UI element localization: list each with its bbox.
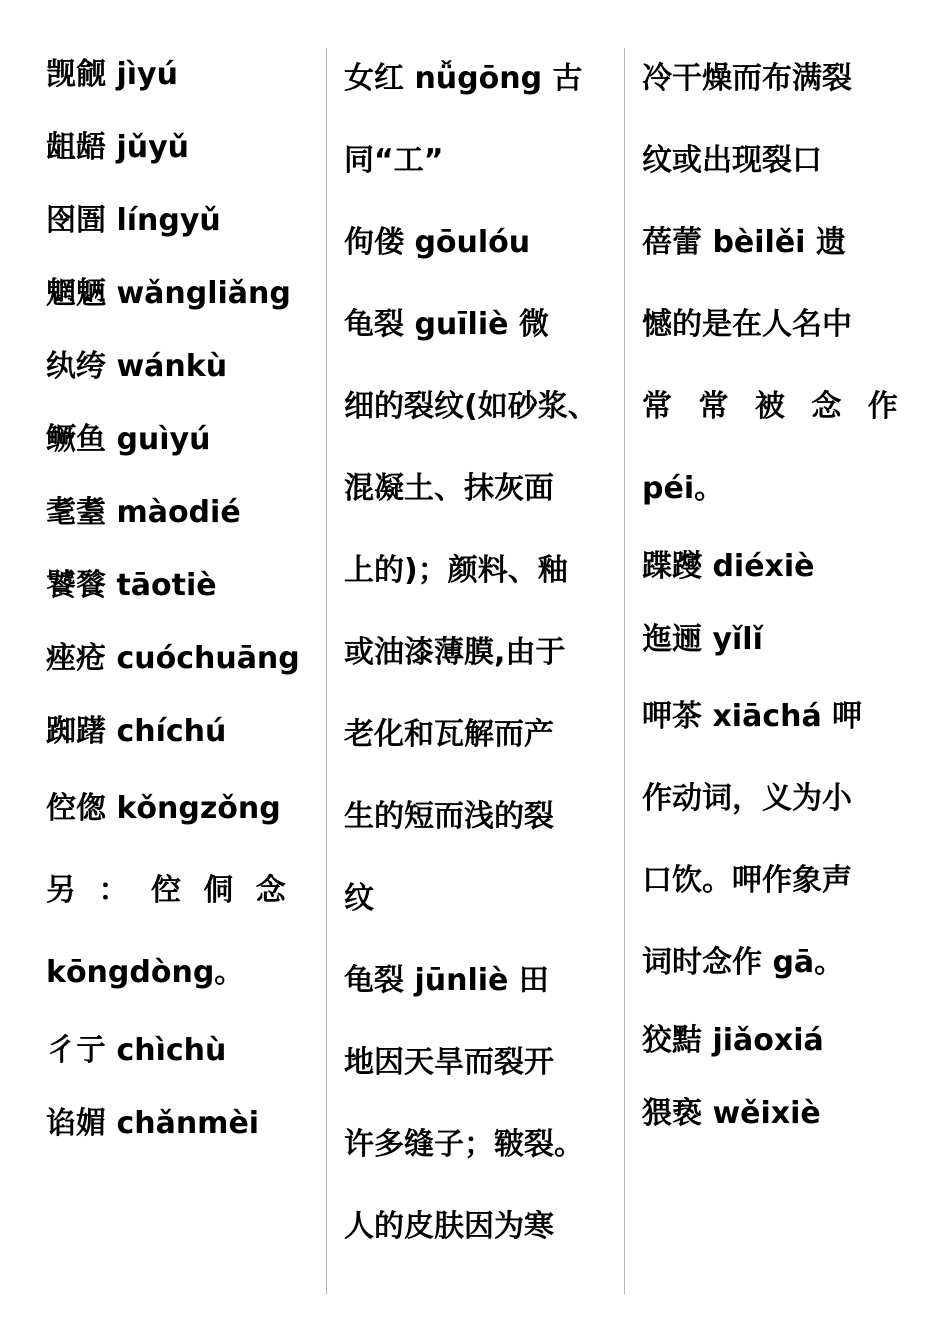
entry-line: 常 常 被 念 作 <box>642 389 906 424</box>
entry-line: 许多缝子；皲裂。 <box>344 1127 584 1162</box>
entry-line: 佝偻 gōulóu <box>344 225 531 260</box>
entry-line: 女红 nǚgōng 古 <box>344 61 583 96</box>
entry-line: 龟裂 guīliè 微 <box>344 307 549 342</box>
column-divider <box>326 48 327 1294</box>
entry-line: 地因天旱而裂开 <box>344 1045 554 1080</box>
entry-line: 囹圄 língyǔ <box>46 203 221 238</box>
entry-line: 踟躇 chíchú <box>46 714 227 749</box>
entry-line: 龟裂 jūnliè 田 <box>344 963 549 998</box>
entry-line: 冷干燥而布满裂 <box>642 61 852 96</box>
entry-line: 耄耋 màodié <box>46 495 241 530</box>
entry-line: 狡黠 jiǎoxiá <box>642 1023 824 1058</box>
entry-line: 彳亍 chìchù <box>46 1033 227 1068</box>
entry-line: 憾的是在人名中 <box>642 307 852 342</box>
entry-line: 蹀躞 diéxiè <box>642 549 815 584</box>
entry-line: 另 ： 倥 侗 念 <box>46 873 292 908</box>
entry-line: 猥亵 wěixiè <box>642 1096 821 1131</box>
entry-line: 觊觎 jìyú <box>46 57 178 92</box>
entry-line: 呷茶 xiāchá 呷 <box>642 699 863 734</box>
entry-line: 纹或出现裂口 <box>642 143 822 178</box>
entry-line: 纨绔 wánkù <box>46 349 228 384</box>
entry-line: kōngdòng。 <box>46 955 245 990</box>
entry-line: 生的短而浅的裂 <box>344 799 554 834</box>
entry-line: péi。 <box>642 471 725 506</box>
entry-line: 作动词，义为小 <box>642 781 852 816</box>
column-1 <box>46 38 314 1160</box>
entry-line: 鳜鱼 guìyú <box>46 422 211 457</box>
entry-line: 魍魉 wǎngliǎng <box>46 276 291 311</box>
column-2 <box>344 38 614 1268</box>
entry-line: 谄媚 chǎnmèi <box>46 1106 260 1141</box>
entry-line: 饕餮 tāotiè <box>46 568 217 603</box>
entry-line: 混凝土、抹灰面 <box>344 471 554 506</box>
entry-line: 纹 <box>344 881 374 916</box>
entry-line: 蓓蕾 bèilěi 遗 <box>642 225 846 260</box>
entry-line: 或油漆薄膜,由于 <box>344 635 566 670</box>
entry-line: 痤疮 cuóchuāng <box>46 641 300 676</box>
entry-line: 同“工” <box>344 143 444 178</box>
entry-line: 老化和瓦解而产 <box>344 717 554 752</box>
entry-line: 上的)；颜料、釉 <box>344 553 568 588</box>
entry-line: 迤逦 yǐlǐ <box>642 622 763 657</box>
column-divider <box>624 48 625 1294</box>
entry-line: 龃龉 jǔyǔ <box>46 130 189 165</box>
column-3 <box>642 38 912 1150</box>
entry-line: 细的裂纹(如砂浆、 <box>344 389 598 424</box>
entry-line: 人的皮肤因为寒 <box>344 1209 554 1244</box>
entry-line: 词时念作 gā。 <box>642 945 845 980</box>
entry-line: 倥偬 kǒngzǒng <box>46 791 281 826</box>
entry-line: 口饮。呷作象声 <box>642 863 852 898</box>
